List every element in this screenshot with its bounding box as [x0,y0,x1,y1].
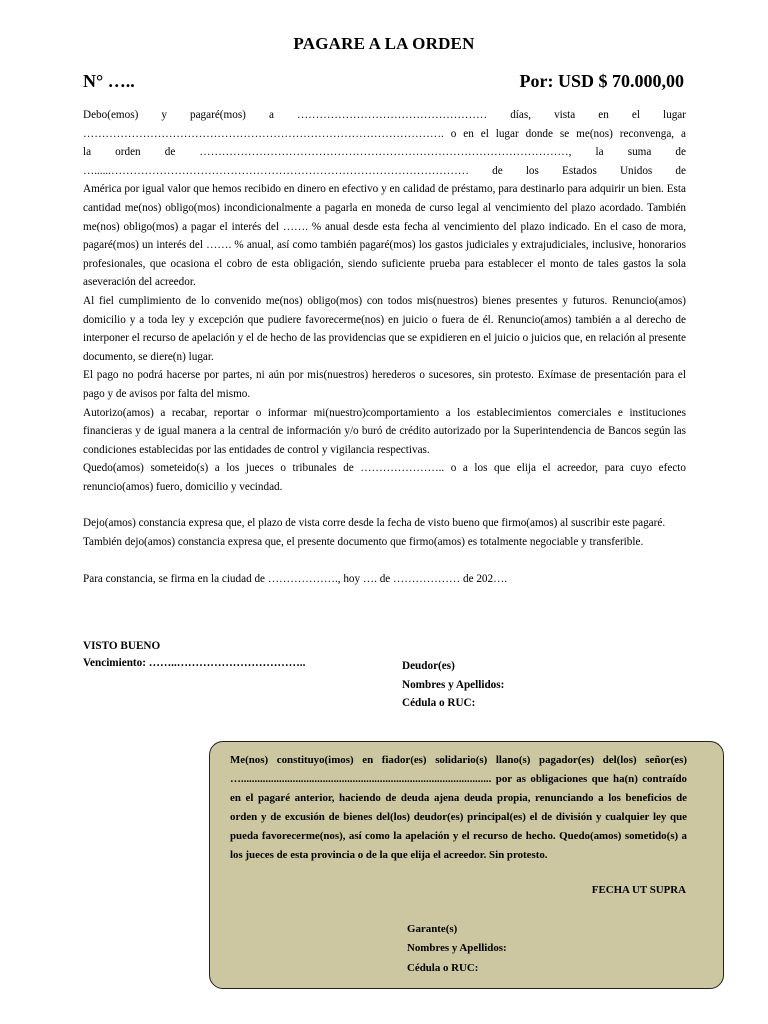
paragraph-authorization: Autorizo(amos) a recabar, reportar o informar mi(nuestro)comportamiento a los establecimientos comerciales e instituciones financieras y de igual manera a la central de información y/o buró de crédito autorizado por la Superintendencia de Bancos según las condiciones establecidas por las entidades de control y vigilancia respectivas. [83,406,686,456]
guarantee-box [209,741,724,989]
note-number: N° ….. [83,71,135,91]
visto-bueno-label: VISTO BUENO [83,640,161,652]
fecha-ut-supra: FECHA UT SUPRA [591,884,686,896]
guarantee-text: Me(nos) constituyo(imos) en fiador(es) solidario(s) llano(s) pagador(es) del(los) señor(es) …............................................................................................ por as obligaciones que ha(n) contraído en el pagaré anterior, haciendo de deuda ajena deuda propia, renunciando a los beneficios de orden y de excusión de bienes del(los) deudor(es) principal(es) el de división y cualquier ley que pueda favorecerme(nos), así como la apelación y el recurso de hecho. Quedo(amos) sometido(s) a los jueces de esta provincia o de la que elija el acreedor. Sin protesto. [230,754,687,862]
paragraph-line: la orden de ………………………………………………………………………………………, la suma de [83,146,686,159]
paragraph-payment: El pago no podrá hacerse por partes, ni aún por mis(nuestros) herederos o sucesores, sin protesto. Exímase de presentación para el pago y de avisos por falta del mismo. [83,369,686,400]
paragraph-term: Dejo(amos) constancia expresa que, el plazo de vista corre desde la fecha de visto bueno que firmo(amos) al suscribir este pagaré. [83,517,666,530]
paragraph-line: …......…………………………………………………………………………………… de los Estados Unidos de [83,164,686,177]
debtor-name-label: Nombres y Apellidos: [402,678,505,691]
paragraph-line: ……………………………………………………………………………………. o en el lugar donde se me(nos) reconvenga, a [83,127,686,140]
paragraph-obligation: América por igual valor que hemos recibido en dinero en efectivo y en calidad de préstamo, para destinarlo para adquirir un bien. Esta cantidad me(nos) obligo(mos) incondicionalmente a pagarla en moneda de curso legal al vencimiento del plazo acordado. También me(nos) obligo(mos) a pagar el interés del ……. % anual desde esta fecha al vencimiento del plazo indicado. En el caso de mora, pagaré(mos) un interés del ……. % anual, así como también pagaré(mos) los gastos judiciales y extrajudiciales, inclusive, honorarios profesionales, que ocasiona el cobro de esta obligación, siendo suficiente prueba para establecer el monto de tales gastos la sola aseveración del acreedor. [83,183,686,289]
paragraph-compliance: Al fiel cumplimiento de lo convenido me(nos) obligo(mos) con todos mis(nuestros) bienes presentes y futuros. Renuncio(amos) domicilio y a toda ley y excepción que pudiere favorecerme(nos) en juicio o fuera de él. Renuncio(amos) también a al derecho de interponer el recurso de apelación y el de hecho de las providencias que se expidieren en el juicio o juicios que, en relación al presente documento, se diere(n) lugar. [83,294,686,363]
document-title: PAGARE A LA ORDEN [293,34,475,53]
paragraph-jurisdiction: Quedo(amos) someteido(s) a los jueces o tribunales de ………………….. o a los que elija el acreedor, para cuyo efecto renuncio(amos) fuero, domicilio y vecindad. [83,462,686,493]
guarantor-label: Garante(s) [407,923,458,935]
guarantor-block [407,920,507,978]
paragraph-negotiable: También dejo(amos) constancia expresa que, el presente documento que firmo(amos) es totalmente negociable y transferible. [83,536,644,549]
paragraph-line: Debo(emos) y pagaré(mos) a …………………………………………… días, vista en el lugar [83,109,686,121]
debtor-id-label: Cédula o RUC: [402,697,476,710]
guarantor-id-label: Cédula o RUC: [407,961,479,974]
paragraph-signing-place: Para constancia, se firma en la ciudad de ………………., hoy …. de ……………… de 202…. [83,572,508,585]
spacer [83,552,686,570]
spacer [83,496,686,514]
note-body [83,106,686,588]
note-amount: Por: USD $ 70.000,00 [519,71,684,91]
guarantor-name-label: Nombres y Apellidos: [407,942,507,955]
debtor-block [402,657,504,713]
debtor-label: Deudor(es) [402,660,455,672]
vencimiento-field: Vencimiento: ……..…………………………….. [83,657,306,669]
